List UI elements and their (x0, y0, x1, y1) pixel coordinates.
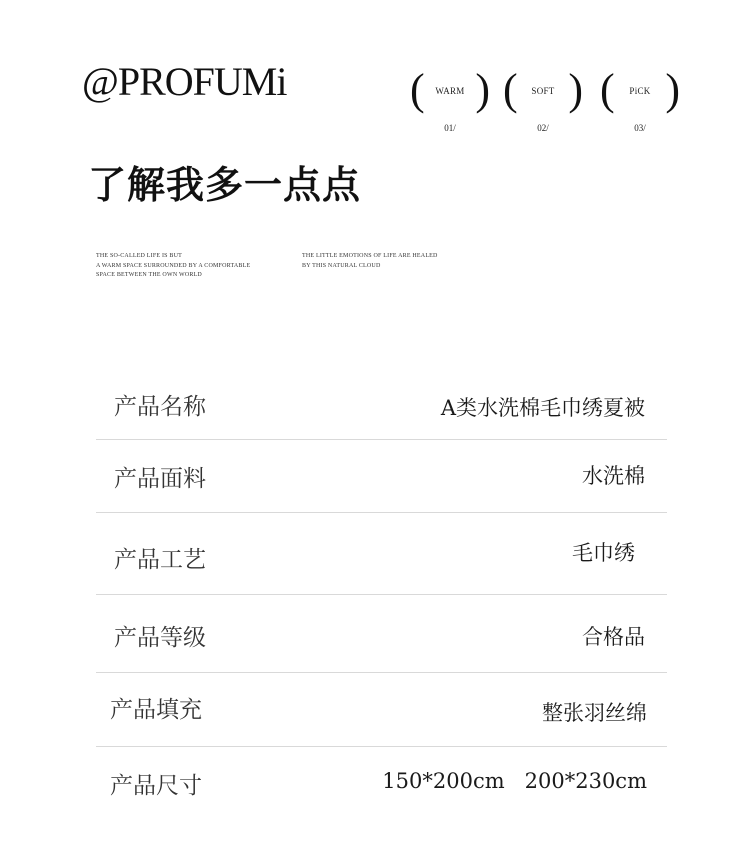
tag-word: WARM (435, 86, 465, 96)
blurb-right (302, 252, 438, 271)
spec-row-grade (96, 595, 667, 673)
spec-row-craft (96, 513, 667, 595)
blurb-line: THE SO-CALLED LIFE IS BUT (96, 253, 182, 259)
open-paren: ( (600, 65, 615, 114)
spec-label: 产品填充 (110, 697, 202, 723)
blurb-left (96, 252, 250, 281)
spec-value: 150*200cm 200*230cm (382, 769, 647, 793)
open-paren: ( (503, 65, 518, 114)
spec-value: A类水洗棉毛巾绣夏被 (440, 396, 645, 420)
tag-soft (503, 66, 583, 136)
tag-group (0, 66, 750, 146)
spec-table (96, 368, 667, 821)
spec-label: 产品工艺 (114, 547, 206, 573)
blurb-line: A WARM SPACE SURROUNDED BY A COMFORTABLE (96, 262, 251, 269)
close-paren: ) (665, 65, 680, 114)
tag-pick (600, 66, 680, 136)
spec-label: 产品面料 (114, 466, 206, 492)
page-title: 了解我多一点点 (88, 163, 362, 207)
blurb-line: SPACE BETWEEN THE OWN WORLD (96, 272, 202, 278)
tag-word: PiCK (629, 86, 651, 96)
tag-number: 01/ (444, 123, 456, 133)
blurb-line: BY THIS NATURAL CLOUD (302, 262, 381, 269)
spec-label: 产品尺寸 (110, 773, 202, 799)
close-paren: ) (568, 65, 583, 114)
spec-label: 产品等级 (114, 625, 206, 651)
blurb-line: THE LITTLE EMOTIONS OF LIFE ARE HEALED (302, 253, 438, 259)
tag-number: 02/ (537, 123, 549, 133)
spec-value: 合格品 (582, 625, 645, 649)
spec-row-fabric (96, 440, 667, 513)
spec-row-filling (96, 673, 667, 747)
close-paren: ) (475, 65, 490, 114)
spec-label: 产品名称 (114, 394, 206, 420)
tag-warm (410, 66, 490, 136)
brand-logo: @PROFUMi (82, 59, 287, 104)
tag-word: SOFT (531, 86, 555, 96)
spec-value: 毛巾绣 (572, 541, 635, 565)
open-paren: ( (410, 65, 425, 114)
spec-row-size (96, 747, 667, 821)
tag-number: 03/ (634, 123, 646, 133)
spec-value: 水洗棉 (582, 464, 645, 488)
spec-row-name (96, 368, 667, 440)
spec-value: 整张羽丝绵 (542, 701, 647, 725)
